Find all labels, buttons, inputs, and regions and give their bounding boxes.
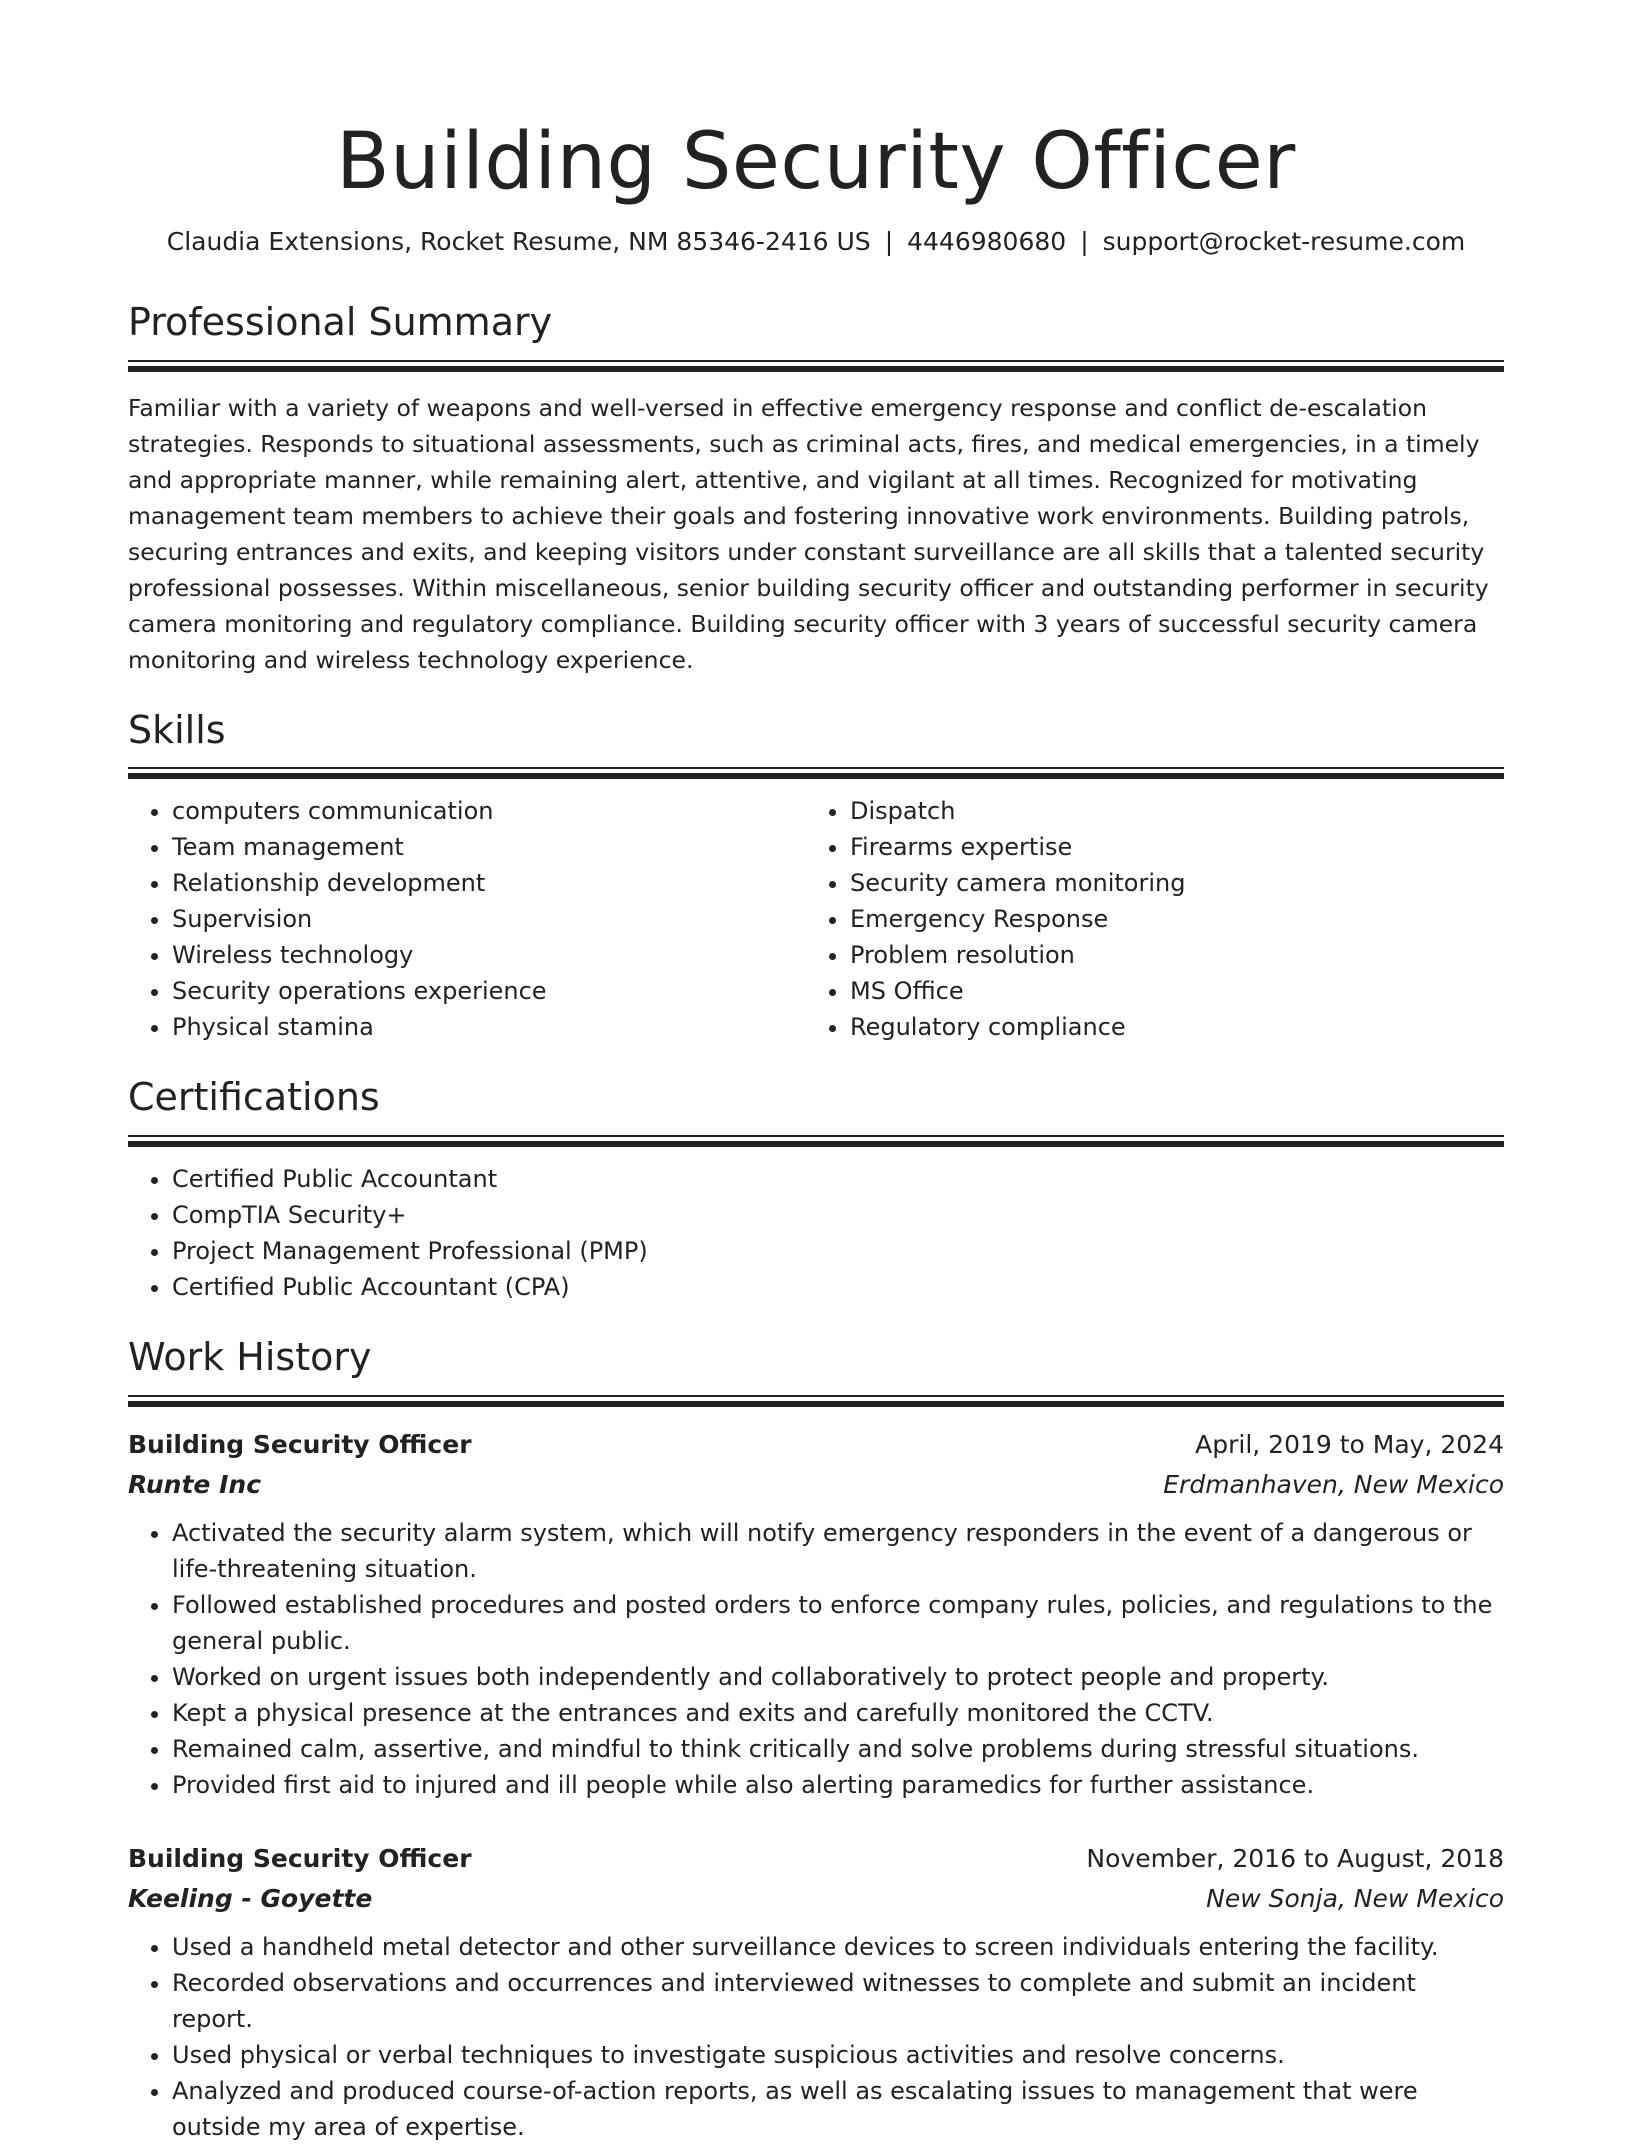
job-location: Erdmanhaven, New Mexico — [1163, 1469, 1504, 1499]
skill-item: • Firearms expertise — [850, 829, 1484, 865]
skill-item: • Wireless technology — [172, 937, 806, 973]
job-duty-item: • Analyzed and produced course-of-action reports, as well as escalating issues to management that were outside my area of expertise. — [172, 2073, 1504, 2145]
job-company-row — [128, 1879, 1504, 1919]
section-divider — [128, 1395, 1504, 1407]
job-header-row — [128, 1839, 1504, 1879]
job-location: New Sonja, New Mexico — [1206, 1883, 1504, 1913]
contact-line — [128, 226, 1504, 259]
skills-grid — [128, 779, 1504, 1045]
skill-item: • Team management — [172, 829, 806, 865]
contact-separator: | — [1080, 226, 1089, 256]
job-title: Building Security Officer — [128, 1429, 472, 1459]
skill-item: • Problem resolution — [850, 937, 1484, 973]
job-header-row — [128, 1425, 1504, 1465]
resume-content — [128, 0, 1504, 2145]
skill-item: • Dispatch — [850, 793, 1484, 829]
job-duties-list — [128, 1515, 1504, 1803]
job-company: Runte Inc — [128, 1469, 262, 1499]
skill-item: • Regulatory compliance — [850, 1009, 1484, 1045]
contact-phone: 4446980680 — [907, 226, 1067, 256]
skill-item: • Emergency Response — [850, 901, 1484, 937]
job-duty-item: • Kept a physical presence at the entrances and exits and carefully monitored the CCTV. — [172, 1695, 1504, 1731]
job-duty-item: • Used a handheld metal detector and other surveillance devices to screen individuals entering the facility. — [172, 1929, 1504, 1965]
job-duty-item: • Remained calm, assertive, and mindful to think critically and solve problems during stressful situations. — [172, 1731, 1504, 1767]
section-heading-skills: Skills — [128, 707, 226, 752]
certification-item: • Project Management Professional (PMP) — [172, 1233, 1504, 1269]
skills-section — [128, 708, 1504, 1046]
skills-list-left — [128, 793, 806, 1045]
job-duty-item: • Recorded observations and occurrences and interviewed witnesses to complete and submit an incident report. — [172, 1965, 1504, 2037]
work-history-section — [128, 1335, 1504, 2145]
job-duties-list — [128, 1929, 1504, 2145]
skill-item: • Security camera monitoring — [850, 865, 1484, 901]
section-divider — [128, 360, 1504, 372]
section-heading-summary: Professional Summary — [128, 300, 553, 345]
certification-item: • Certified Public Accountant — [172, 1161, 1504, 1197]
section-heading-work-history: Work History — [128, 1334, 372, 1379]
job-duty-item: • Followed established procedures and posted orders to enforce company rules, policies, and regulations to the general public. — [172, 1587, 1504, 1659]
resume-title: Building Security Officer — [336, 117, 1296, 207]
certifications-list — [128, 1161, 1504, 1305]
section-heading-certifications: Certifications — [128, 1075, 380, 1120]
section-divider — [128, 767, 1504, 779]
job-company-row — [128, 1465, 1504, 1505]
skill-item: • MS Office — [850, 973, 1484, 1009]
job-entry — [128, 1839, 1504, 2145]
job-duty-item: • Activated the security alarm system, which will notify emergency responders in the event of a dangerous or life-threatening situation. — [172, 1515, 1504, 1587]
section-divider — [128, 1135, 1504, 1147]
professional-summary-section — [128, 300, 1504, 678]
skill-item: • computers communication — [172, 793, 806, 829]
contact-address: Claudia Extensions, Rocket Resume, NM 85346-2416 US — [166, 226, 871, 256]
job-entry — [128, 1425, 1504, 1803]
skill-item: • Physical stamina — [172, 1009, 806, 1045]
job-company: Keeling - Goyette — [128, 1883, 373, 1913]
skill-item: • Security operations experience — [172, 973, 806, 1009]
contact-separator: | — [884, 226, 894, 256]
certifications-section — [128, 1075, 1504, 1305]
job-dates: April, 2019 to May, 2024 — [1195, 1429, 1504, 1459]
job-duty-item: • Worked on urgent issues both independently and collaboratively to protect people and property. — [172, 1659, 1504, 1695]
certification-item: • CompTIA Security+ — [172, 1197, 1504, 1233]
skill-item: • Supervision — [172, 901, 806, 937]
job-duty-item: • Provided first aid to injured and ill people while also alerting paramedics for further assistance. — [172, 1767, 1504, 1803]
certification-item: • Certified Public Accountant (CPA) — [172, 1269, 1504, 1305]
job-title: Building Security Officer — [128, 1843, 472, 1873]
contact-email: support@rocket-resume.com — [1102, 226, 1466, 256]
summary-paragraph: Familiar with a variety of weapons and well-versed in effective emergency response and conflict de-escalation strategies. Responds to situational assessments, such as criminal acts, fires, and medical emergencies, in a timely and appropriate manner, while remaining alert, attentive, and vigilant at all times. Recognized for motivating management team members to achieve their goals and fostering innovative work environments. Building patrols, securing entrances and exits, and keeping visitors under constant surveillance are all skills that a talented security professional possesses. Within miscellaneous, senior building security officer and outstanding performer in security camera monitoring and regulatory compliance. Building security officer with 3 years of successful security camera monitoring and wireless technology experience. — [128, 393, 1489, 674]
skills-list-right — [806, 793, 1484, 1045]
skill-item: • Relationship development — [172, 865, 806, 901]
job-duty-item: • Used physical or verbal techniques to investigate suspicious activities and resolve concerns. — [172, 2037, 1504, 2073]
job-dates: November, 2016 to August, 2018 — [1086, 1843, 1504, 1873]
